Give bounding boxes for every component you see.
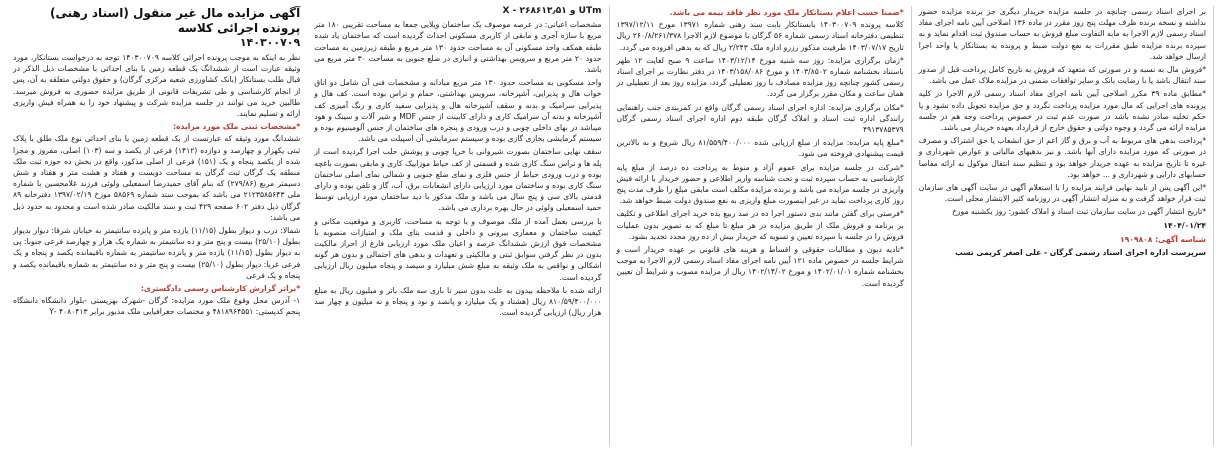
notice-file-number: ۱۴۰۳۰۰۷۰۹ [239,36,301,49]
installment-terms: *فروش مال به نسبه و در صورتی که متعهد که فروش به تاریخ کامل پرداخت قبل از صدور سند انتقال باشد یا با رضایت بانک و سایر توافقات ضمنی در مزایده ملاک عمل می باشد. [918,65,1206,86]
property-boundaries: شمالا: درب و دیوار بطول (۱۱/۱۵) یازده متر و پانزده سانتیمتر به خیابان شرقا: دیوار بدیوار بطول (۲۵/۱۰) بیست و پنج متر و ده سانتیمتر به شماره یک هزار و چهارصد فرعی جنوبا: پی به دیوار بطول (۱۱/۱۵) یازده متر و پانزده سانتیمتر به شماره باقیمانده یکصد و پنجاه و یک فرعی غربا: دیوار بطول (۲۵/۱۰) بیست و پنج متر و ده سانتیمتر به شماره باقیمانده یکصد و پنجاه و یک فرعی [13,226,301,280]
property-address: ۱- آدرس محل وقوع ملک مورد مزایده: گرگان -شهرک بهزیستی -بلوار دانشگاه دانشگاه پنجم کدپستی: ۴۸۱۸۹۶۴۵۵۱ و مختصات جغرافیایی ملک مذبور برابر ۴۰۸۰۴۱۳ -Y [13,296,301,317]
signature: سرپرست اداره اجرای اسناد رسمی گرگان - علی اصغر کریمی تسب [955,248,1206,258]
valuation-text: با بررسی بعمل آمده از ملک موصوف و با توجه به مساحت، کاربری و موقعیت مکانی و کیفیت ساختمان و معماری بیرونی و داخلی و قدمت بنای ملک و امتیازات منصوبه با مشخصات فوق ارزش ششدانگ عرصه و اعیان ملک مورد ارزیابی فارغ از احراز مالکیت بدون در نظر گرفتن سوابق ثبتی و مالکیتی و تعهدات و بدهی های احتمالی و بدون هر گونه اشکالی و نواقص به ملک وثیقه به مبلغ شش میلیارد و سیصد و پنجاه میلیون ریال ارزیابی گردیده است. [314,216,602,282]
building-specs: مشخصات اعیانی: در عرصه موصوف یک ساختمان ویلایی جمعا به مساحت تقریبی ۱۸۰ متر مربع با سازه آجری و مابقی از کاربری مسکونی احداث گردیده است که ساختمان یاد شده طبقه همکف واحد مسکونی آن به مساحت حدود ۱۳۰ متر مربع و طبقه زیرزمین به مساحت حدود ۲۰ متر مربع و سرویس بهداشتی و انباری در ضلع جنوبی به مساحت ۳۰ متر مربع می باشد. [314,20,602,75]
publication-date-text: *تاریخ انتشار آگهی در سایت سازمان ثبت اسناد و املاک کشور: روز یکشنبه مورخ [951,207,1206,217]
debt-details: کلاسه پرونده ۱۴۰۳۰۰۷۰۹ بابستانکار بابت سند رهنی شماره ۱۳۹۷۱ مورخ ۱۳۹۷/۱۲/۱۱ تنظیمی دفترخانه اسناد رسمی شماره ۵۶ گرگان با موضوع لازم الاجرا ۲۶۰/۸/۲۶۱/۳۷۸ ریال تاریخ ۱۴۰۳/۰۷/۱۷ طرفیت مذکور رزرو اداره ملک ۲/۲۴۳ ریال که به بدهی افزوده می گردد. [616,20,904,52]
ad-id-label: شناسه آگهی: [1155,234,1206,244]
utility-debts: *پرداخت بدهی های مربوط به آب و برق و گاز اعم از حق انشعاب یا حق اشتراک و مصرف در صورتی که مورد مزایده دارای آنها باشد. و نیز بدهیهای مالیاتی و عوارض شهرداری و غیره تا تاریخ مزایده به عهده خریدار خواهد بود و تنظیم سند انتقال موکول به ارائه مفاصا حسابهای دارایی و شهرداری و ... خواهد بود. [918,136,1206,179]
unit-specs: واحد مسکونی به مساحت حدود ۱۳۰ متر مربع مبادانه و مشخصات فنی آن شامل دو اتاق خواب هال و پذیرایی، آشپزخانه، سرویس بهداشتی، حمام و تراس بوده است. کف هال و پذیرایی سرامیک و بدنه و سقف آشپزخانه هال و پذیرایی سفید کاری و رنگ آمیزی کف آشپزخانه و بدنه آن سرامیک کاری و دارای کابینت از جنس MDF و شیر آلات و سینک و هود میباشد در بهای داخلی چوبی و درب ورودی و پنجره های ساختمان از جنس آلومینیوم بوده و سیستم گرمایشی بخاری گازی بوده و سیستم سرمایشی آن اسپیلت می باشد. [314,78,602,144]
legal-terms: *تادیه دیون و مطالبات حقوقی و اقساط و هزینه های قانونی بر عهده خریدار است و شرایط جلسه در خصوص ماده ۱۲۱ آیین نامه اجرای مفاد اسناد رسمی لازم الاجرا به موجب بخشنامه شماره ۱۴۰۲/۰۱/۰۱ و مورخ ۱۴۰۲/۱۴/۰۲ ریال از مزایده مصوب و شرایط آن تعیین گردیده است. [616,245,904,288]
publication-note: *این آگهی پس از تایید نهایی فرایند مزایده را با استعلام آگهی در سایت آگهی های سازمان ثبت قرار خواهد گرفت و به منزله انتشار آگهی در روزنامه کثیر الانتشار محلی است. [918,183,1206,204]
winner-obligations: بر اجرای اسناد رسمی چنانچه در جلسه مزایده خریدار دیگری جز برنده مزایده حضور نداشته و نسخه برنده ظرف مهلت پنج روز مقرر در ماده ۱۳۶ اصلاحی آیین نامه اجرای مفاد اسناد رسمی لازم الاجرا به مابه التفاوت مبلغ فروش به حساب صندوق ثبت اقدام نماید و به سپرده برنده مزایده طبق مقررات به نفع دولت ضبط و پرونده به بستانکار یا واحد اجرا ارسال خواهد شد. [918,7,1207,61]
auction-location: *مکان برگزاری مزایده: اداره اجرای اسناد رسمی گرگان واقع در کمربندی جنب راهنمایی رانندگی اداره ثبت اسناد و املاک گرگان طبقه دوم اداره اجرای اسناد رسمی گرگان ۴۹۱۳۷۸۵۳۷۹ [616,102,904,135]
notice-column-3 [610,6,912,446]
section-address-heading: *براثر گزارش کارشناس رسمی دادگستری: [140,284,301,294]
insurance-note: *ضمنا حسب اعلام بستانکار ملک مورد نظر فاقد بیمه می باشد. [669,8,904,17]
auction-base-price: *مبلغ پایه مزایده: مزایده از مبلغ ارزیابی شده ۸۱/۵۵۹/۴۰۰/۰۰۰ ریال شروع و به بالاترین قیمت پیشنهادی فروخته می شود. [616,138,904,159]
building-details: سقف نهایی ساختمان بصورت شیروانی با خرپا چوبی و پوشش حلب اجرا گردیده است از پله ها و تراس سنگ کاری شده و قسمتی از کف حیاط موزاییک کاری و مابقی بصورت باغچه بوده و درب ورودی حیاط از جنس فلزی و نمای ضلع جنوبی و شمالی نمای اصلی ساختمان سنگ کاری بوده و ساختمان مورد ارزیابی دارای انشعابات برق، آب، گاز و تلفن بوده و دارای قدمتی بالای سی و پنج سال می باشد و ملک مذکور با دید ساختمان مورد ارزیابی توسط حمید اسمعیلی ولوئی در حال بهره برداری می باشد. [314,147,602,213]
notice-column-4 [912,6,1214,446]
article-39-terms: *مطابق ماده ۳۹ مکرر اصلاحی آیین نامه اجرای مفاد اسناد رسمی لازم الاجرا در کلیه پرونده های اجرایی که مال مورد مزایده پرداخت نگردد و حق مزایده تحویل داده نشود و یا حکم تخلیه صادر نشده باشد در صورت عدم ثبت در خصوص پرداخت وجه هم در جلسه مزایده ارائه می گردد و وجوه دولتی و حقوق خارج از قرارداد بعهده خریدار می باشد. [918,89,1206,133]
notice-title: آگهی مزایده مال غیر منقول (اسناد رهنی) پرونده اجرائی کلاسه [49,6,301,35]
ad-id-line [919,234,1206,245]
participation-terms: *شرکت در جلسه مزایده برای عموم آزاد و منوط به پرداخت ده درصد از مبلغ پایه کارشناسی به حساب سپرده ثبت و تحت شناسه واریز اطلاعی و حضور خریدار با ارائه فیش واریزی در جلسه مزایده می باشد و برنده مزایده مکلف است مابقی مبلغ را ظرف مدت پنج روز کاری پرداخت نماید در غیر اینصورت مبلغ واریزی به نفع صندوق دولت ضبط خواهد شد. [616,162,904,206]
notice-column-2 [307,6,609,446]
valuation-amount: ارائه شده با ملاحظه بیدون به علت بدون سیر تا باری سه ملک باتر و میلیون ریال به مبلغ ۸۱۰/۵۹/۴۰۰/۰۰۰ ریال (هشتاد و یک میلیارد و پانصد و نود و پنجاه و نه میلیون و چهار صد هزار ریال) ارزیابی گردیده است. [314,285,602,318]
ad-id-value: ۱۹۰۹۸۰۸ [1120,234,1153,244]
auction-time: *زمان برگزاری مزایده: روز سه شنبه مورخ ۱۴۰۳/۱۲/۱۴ ساعت ۹ صبح لغایت ۱۲ ظهر باستناد بخشنامه شماره ۱۴۰۳/۸۵۰۲ و مورخ ۱۴۰۳/۱۵۸/۰۸۶ در دفتر نظارت بر اجرای اسناد رسمی کشور چنانچه روز مزایده مصادف با روز تعطیلی گردد، مزایده روز بعد از تعطیلی در همان ساعت و مکان مقرر برگزار می گردد. [616,55,904,99]
section-property-heading: *مشخصات ثبتی ملک مورد مزایده: [173,122,301,132]
property-description: ششدانگ مورد وثیقه که عبارتست از یک قطعه زمین با بنای احداثی نوع ملک طلق با پلاک ثبتی یکهزار و چهارصد و دوازده (۱۴۱۲) فرعی از یکصد و سه (۱۰۳) اصلی، مفروز و مجزا شده از یکصد پنجاه و یک (۱۵۱) فرعی از اصلی مذکور، واقع در بخش ده حوزه ثبت ملک منطقه یک گرگان ثبت گرگان به مساحت دویست و هفتاد و هشت متر و هفتاد و شش دسیمتر مربع (۲۷۹/۸۶) که بنام آقای حمیدرضا اسمعیلی ولوئی فرزند غلامحسین با شماره ملی ۲۱۲۳۵۸۵۶۴۳ می باشد که بموجب سند شماره ۵۸۵۶۹ مورخ ۱۳۹۷/۰۲/۱۹ دفترخانه ۸۹ گرگان ذیل دفتر ۶۰۲ صفحه ۴۲۹ ثبت و سند مالکیت صادر شده است و محدود به حدود ذیل می باشد: [13,134,301,222]
publication-date: ۱۴۰۴/۰۱/۲۴ [1163,220,1206,230]
utm-coordinate: X - ۲۶۸۶۱۳٫۵۱ و UTm [502,6,602,16]
additional-terms: *فرصتی برای گفتن مانند بدی دستور اجرا ده در صد ربیع بده خرید اجرای اطلاعی و تکلیف بر برنامه و فروش ملک از طریق مزایده در هر مبلغ تا مبلغ که به تصویر بدون عملیات فروش را در جلسه با سپرده تعیین و تسویه که خریدار بیش از ده روز مجدد تجدید بشود. [616,209,904,241]
notice-column-1 [6,6,307,446]
notice-intro: نظر به اینکه به موجب پرونده اجرائی کلاسه ۱۴۰۳۰۰۷۰۹ توجه به درخواست بستانکار، مورد وثیقه عبارت است از ششدانگ یک قطعه زمین با بنای احداثی با مشخصات ذیل الذکر در قبال طلب بستانکار (بانک کشاورزی شعبه مرکزی گرگان) و حقوق دولتی متعلقه به آن، پس از انجام کارشناسی و طی تشریفات قانونی از طریق مزایده حضوری به فروش میرسد. طالبین خرید می توانند در جلسه مزایده شرکت و پیشنهاد خود را به همراه فیش واریزی ارائه و تسلیم نمایند. [13,53,301,119]
